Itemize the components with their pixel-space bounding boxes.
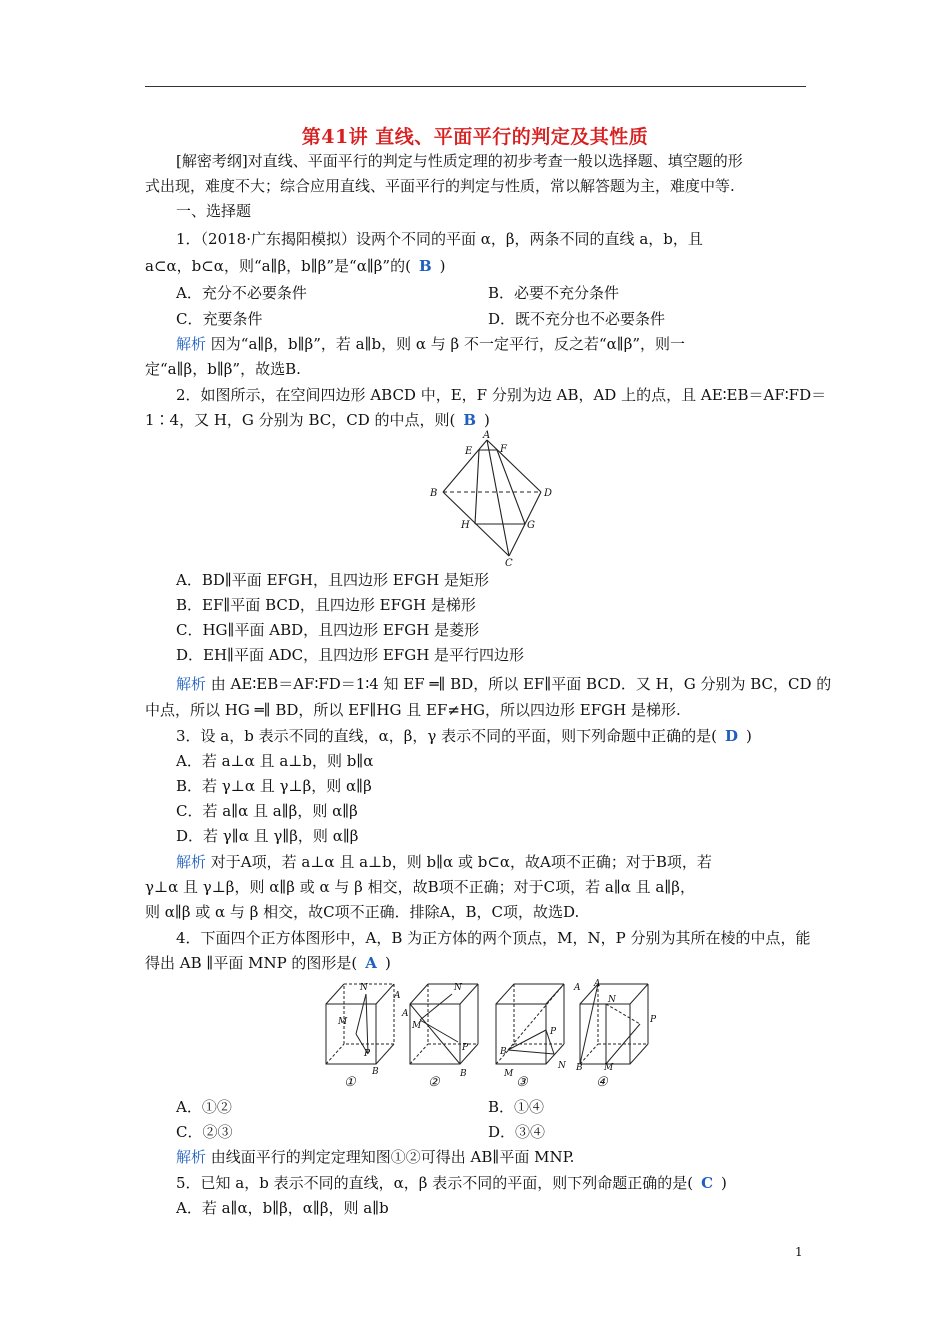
q5-stem-text: 5．已知 a，b 表示不同的直线，α，β 表示不同的平面，则下列命题正确的是(	[176, 1174, 694, 1192]
svg-text:B: B	[500, 1047, 507, 1057]
q4-solution	[176, 1146, 574, 1167]
svg-text:N: N	[360, 983, 368, 993]
q2-jiexi-label: 解析	[176, 675, 207, 693]
section-heading: 一、选择题	[176, 202, 252, 220]
q3-stem-text: 3．设 a，b 表示不同的直线，α，β，γ 表示不同的平面，则下列命题中正确的是(	[176, 727, 718, 745]
q1-option-c: C．充要条件	[176, 310, 263, 328]
q3-solution-2: γ⊥α 且 γ⊥β，则 α∥β 或 α 与 β 相交，故B项不正确；对于C项，若 a∥α 且 a∥β，	[145, 878, 695, 896]
q4-stem-text: 得出 AB ∥平面 MNP 的图形是(	[145, 954, 358, 972]
q1-close: )	[439, 257, 446, 275]
q4-option-b: B．①④	[488, 1098, 545, 1116]
q3-solution-3: 则 α∥β 或 α 与 β 相交，故C项不正确．排除A，B，C项，故选D.	[145, 903, 580, 921]
svg-text:A: A	[574, 983, 581, 993]
q1-option-b: B．必要不充分条件	[488, 284, 620, 302]
q1-answer: B	[418, 257, 432, 275]
q3-jiexi-label: 解析	[176, 853, 207, 871]
q3-option-b: B．若 γ⊥α 且 γ⊥β，则 α∥β	[176, 777, 372, 795]
fig-label-2: ②	[428, 1075, 440, 1090]
q4-option-c: C．②③	[176, 1123, 233, 1141]
svg-text:P: P	[650, 1015, 657, 1025]
q5-answer: C	[701, 1174, 714, 1192]
svg-text:M: M	[604, 1063, 614, 1073]
label-f: F	[500, 444, 507, 455]
q2-solution-text: 由 AE∶EB＝AF∶FD＝1∶4 知 EF ═∥ BD，所以 EF∥平面 BCD．又 H，G 分别为 BC，CD 的	[206, 675, 832, 693]
header-rule	[145, 86, 806, 87]
tetrahedron-figure	[425, 428, 565, 568]
svg-text:M: M	[504, 1069, 514, 1079]
svg-text:B: B	[576, 1063, 583, 1073]
q3-option-a: A．若 a⊥α 且 a⊥b，则 b∥α	[176, 752, 374, 770]
page-number: 1	[795, 1245, 803, 1259]
label-a: A	[483, 430, 491, 441]
q4-jiexi-label: 解析	[176, 1148, 207, 1166]
svg-text:P: P	[462, 1043, 469, 1053]
q1-solution-1	[176, 333, 685, 354]
q2-option-d: D．EH∥平面 ADC，且四边形 EFGH 是平行四边形	[176, 646, 525, 664]
q1-solution-text: 因为“a∥β，b∥β”，若 a∥b，则 α 与 β 不一定平行，反之若“α∥β”，则一	[206, 335, 686, 353]
intro-line-2: 式出现，难度不大；综合应用直线、平面平行的判定与性质，常以解答题为主，难度中等.	[145, 177, 735, 195]
edge-eh	[475, 450, 479, 524]
fig-label-3: ③	[516, 1075, 528, 1090]
q4-close: )	[384, 954, 391, 972]
intro-line-1: [解密考纲]对直线、平面平行的判定与性质定理的初步考查一般以选择题、填空题的形	[176, 152, 743, 170]
q4-option-a: A．①②	[176, 1098, 232, 1116]
q5-stem	[176, 1172, 727, 1193]
label-e: E	[465, 446, 473, 457]
svg-text:M: M	[412, 1021, 422, 1031]
q2-option-b: B．EF∥平面 BCD，且四边形 EFGH 是梯形	[176, 596, 476, 614]
q1-stem-1: 1．（2018·广东揭阳模拟）设两个不同的平面 α，β，两条不同的直线 a，b，且	[176, 230, 703, 248]
q4-option-d: D．③④	[488, 1123, 546, 1141]
svg-text:A: A	[394, 991, 401, 1001]
q2-stem-1: 2．如图所示，在空间四边形 ABCD 中，E，F 分别为边 AB，AD 上的点，且 AE∶EB＝AF∶FD＝	[176, 386, 827, 404]
q3-stem	[176, 725, 752, 746]
q2-stem-text: 1∶4，又 H，G 分别为 BC，CD 的中点，则(	[145, 411, 456, 429]
label-d: D	[544, 488, 553, 499]
q1-stem-text: a⊂α，b⊂α，则“a∥β，b∥β”是“α∥β”的(	[145, 257, 411, 275]
q2-option-c: C．HG∥平面 ABD，且四边形 EFGH 是菱形	[176, 621, 480, 639]
q2-solution-1	[176, 673, 831, 694]
q2-stem-2	[145, 409, 490, 430]
q4-stem-2	[145, 952, 391, 973]
cube-1	[326, 984, 394, 1064]
q3-option-d: D．若 γ∥α 且 γ∥β，则 α∥β	[176, 827, 359, 845]
q2-option-a: A．BD∥平面 EFGH，且四边形 EFGH 是矩形	[176, 571, 489, 589]
svg-text:A: A	[594, 979, 601, 989]
q3-solution-1	[176, 851, 712, 872]
svg-text:P: P	[550, 1027, 557, 1037]
q4-answer: A	[365, 954, 377, 972]
q2-solution-2: 中点，所以 HG ═∥ BD，所以 EF∥HG 且 EF≠HG，所以四边形 EFGH 是梯形.	[145, 701, 681, 719]
q4-solution-text: 由线面平行的判定定理知图①②可得出 AB∥平面 MNP.	[206, 1148, 575, 1166]
q5-close: )	[721, 1174, 727, 1192]
page-title: 第41讲 直线、平面平行的判定及其性质	[301, 126, 649, 148]
svg-text:B: B	[460, 1069, 467, 1079]
q3-close: )	[746, 727, 752, 745]
svg-text:N: N	[608, 995, 616, 1005]
q3-answer: D	[725, 727, 739, 745]
q1-jiexi-label: 解析	[176, 335, 207, 353]
q2-answer: B	[463, 411, 477, 429]
q1-stem-2	[145, 255, 446, 276]
fig-label-1: ①	[344, 1075, 356, 1090]
q5-option-a: A．若 a∥α，b∥β，α∥β，则 a∥b	[176, 1199, 389, 1217]
fig-label-4: ④	[596, 1075, 608, 1090]
svg-text:M: M	[338, 1017, 348, 1027]
svg-text:A: A	[402, 1009, 409, 1019]
svg-text:P: P	[364, 1049, 371, 1059]
q3-option-c: C．若 a∥α 且 a∥β，则 α∥β	[176, 802, 358, 820]
q1-option-d: D．既不充分也不必要条件	[488, 310, 666, 328]
svg-text:B: B	[372, 1067, 379, 1077]
q1-option-a: A．充分不必要条件	[176, 284, 307, 302]
label-g: G	[527, 520, 535, 531]
label-b: B	[430, 488, 438, 499]
q2-close: )	[484, 411, 490, 429]
q4-stem-1: 4．下面四个正方体图形中，A，B 为正方体的两个顶点，M，N，P 分别为其所在棱的中点，能	[176, 929, 811, 947]
label-c: C	[505, 558, 513, 568]
label-h: H	[461, 520, 470, 531]
q1-solution-2: 定“a∥β，b∥β”，故选B.	[145, 360, 301, 378]
cubes-figure	[318, 978, 663, 1090]
svg-text:N: N	[558, 1061, 566, 1071]
q3-solution-text: 对于A项，若 a⊥α 且 a⊥b，则 b∥α 或 b⊂α，故A项不正确；对于B项，若	[206, 853, 712, 871]
svg-text:N: N	[454, 983, 462, 993]
